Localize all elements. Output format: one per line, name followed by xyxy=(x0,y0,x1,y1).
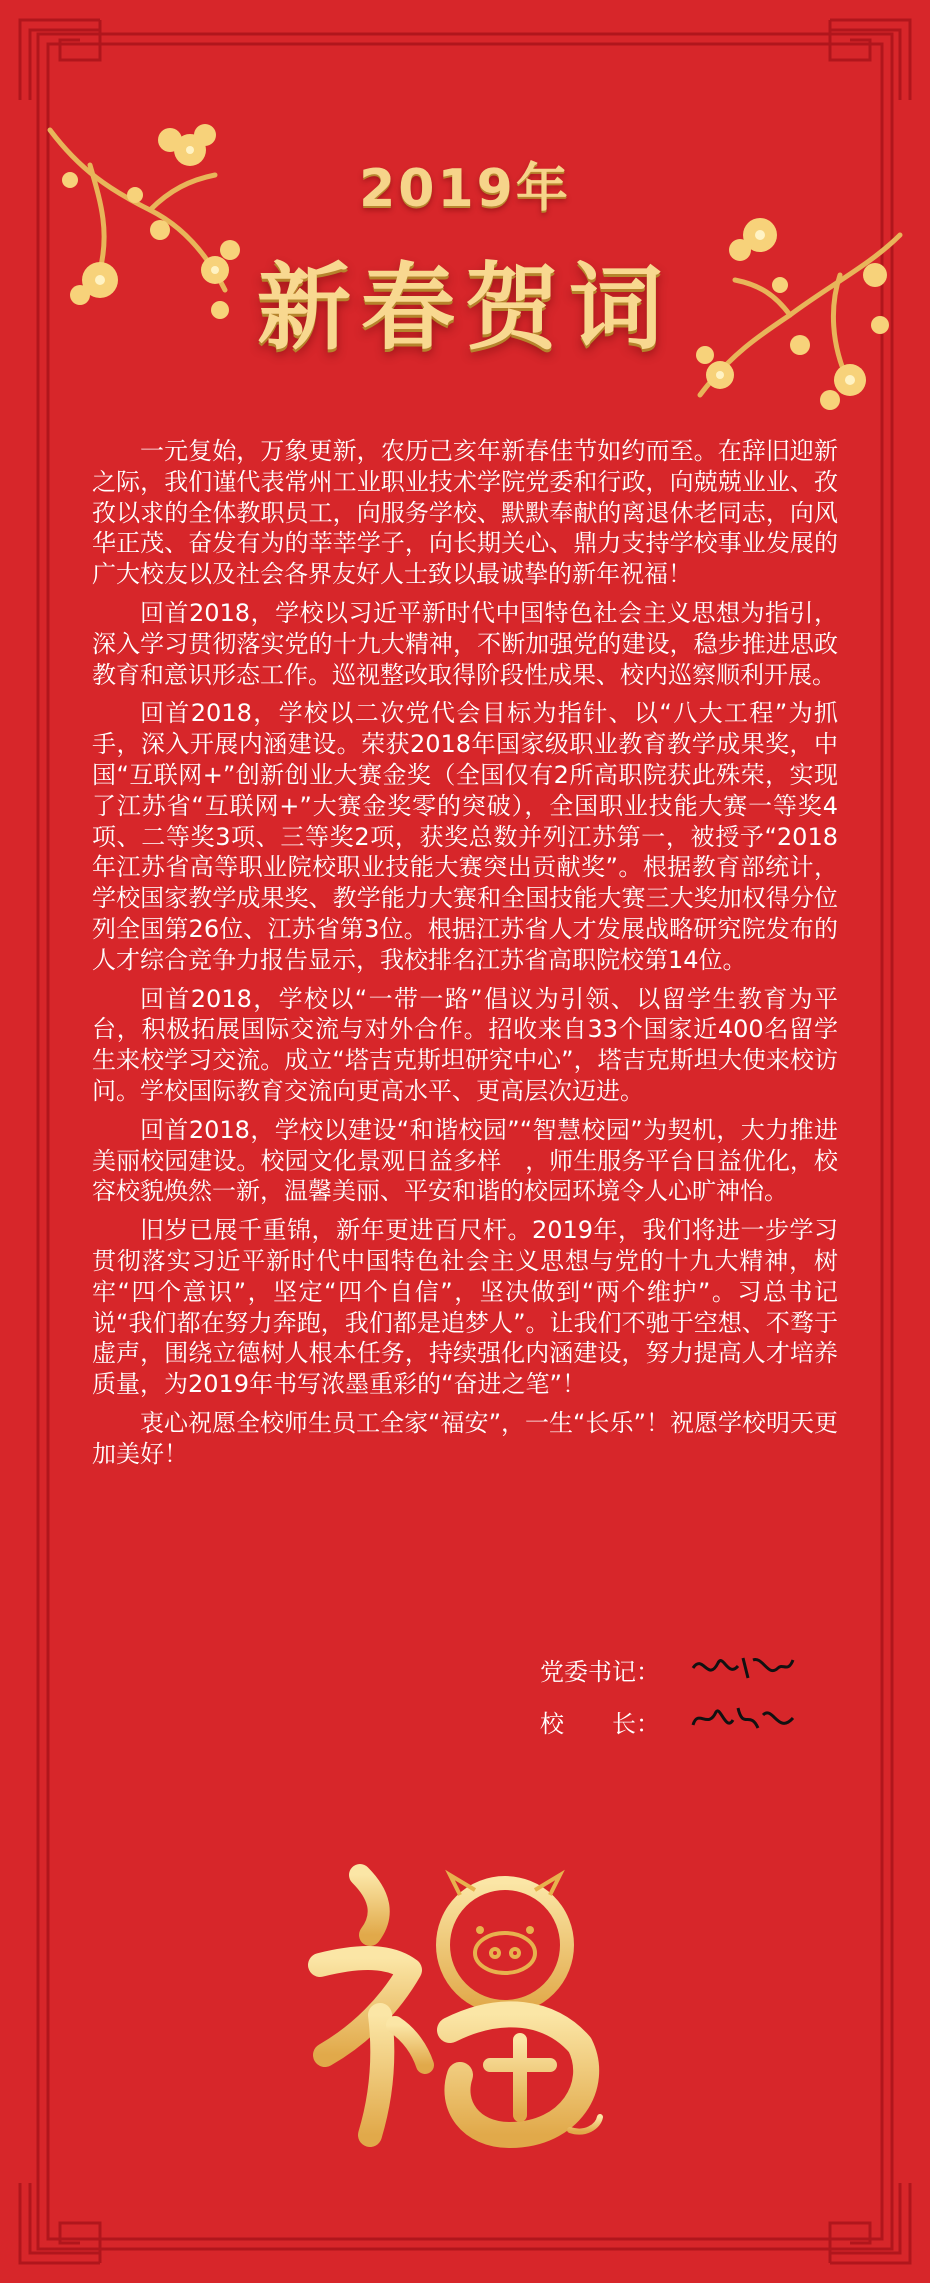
paragraph: 回首2018，学校以二次党代会目标为指针、以“八大工程”为抓手，深入开展内涵建设。荣获2018年国家级职业教育教学成果奖，中国“互联网+”创新创业大赛金奖（全国仅有2所高职院获此殊荣，实现了江苏省“互联网+”大赛金奖零的突破），全国职业技能大赛一等奖4项、二等奖3项、三等奖2项，获奖总数并列江苏第一，被授予“2018年江苏省高等职业院校职业技能大赛突出贡献奖”。根据教育部统计，学校国家教学成果奖、教学能力大赛和全国技能大赛三大奖加权得分位列全国第26位、江苏省第3位。根据江苏省人才发展战略研究院发布的人才综合竞争力报告显示，我校排名江苏省高职院校第14位。 xyxy=(92,699,838,974)
signature-president xyxy=(540,1700,800,1740)
greeting-body xyxy=(92,436,838,1478)
paragraph: 回首2018，学校以习近平新时代中国特色社会主义思想为指引，深入学习贯彻落实党的十九大精神，不断加强党的建设，稳步推进思政教育和意识形态工作。巡视整改取得阶段性成果、校内巡察顺利开展。 xyxy=(92,598,838,689)
title-main: 新春贺词 xyxy=(256,254,673,363)
paragraph: 回首2018，学校以“一带一路”倡议为引领、以留学生教育为平台，积极拓展国际交流与对外合作。招收来自33个国家近400名留学生来校学习交流。成立“塔吉克斯坦研究中心”，塔吉克斯坦大使来校访问。学校国际教育交流向更高水平、更高层次迈进。 xyxy=(92,984,838,1105)
paragraph: 衷心祝愿全校师生员工全家“福安”，一生“长乐”！祝愿学校明天更加美好！ xyxy=(92,1408,838,1468)
signature-party-secretary xyxy=(540,1648,800,1688)
paragraph: 一元复始，万象更新，农历己亥年新春佳节如约而至。在辞旧迎新之际，我们谨代表常州工业职业技术学院党委和行政，向兢兢业业、孜孜以求的全体教职员工，向服务学校、默默奉献的离退休老同志，向风华正茂、奋发有为的莘莘学子，向长期关心、鼎力支持学校事业发展的广大校友以及社会各界友好人士致以最诚挚的新年祝福！ xyxy=(92,437,838,589)
signature-label: 党委书记： xyxy=(540,1658,660,1686)
paragraph: 旧岁已展千重锦，新年更进百尺杆。2019年，我们将进一步学习贯彻落实习近平新时代中国特色社会主义思想与党的十九大精神，树牢“四个意识”，坚定“四个自信”，坚决做到“两个维护”。习总书记说“我们都在努力奔跑，我们都是追梦人”。让我们不驰于空想、不骛于虚声，围绕立德树人根本任务，持续强化内涵建设，努力提高人才培养质量，为2019年书写浓墨重彩的“奋进之笔”！ xyxy=(92,1216,838,1399)
handwritten-signature-icon xyxy=(688,1700,798,1740)
paragraph: 回首2018，学校以建设“和谐校园”“智慧校园”为契机，大力推进美丽校园建设。校园文化景观日益多样 ，师生服务平台日益优化，校容校貌焕然一新，温馨美丽、平安和谐的校园环境令人心旷神怡。 xyxy=(92,1115,838,1206)
handwritten-signature-icon xyxy=(688,1648,798,1688)
signature-label: 校 长： xyxy=(540,1710,660,1738)
title-year: 2019年 xyxy=(359,159,571,219)
fu-pig-icon xyxy=(300,1835,620,2175)
